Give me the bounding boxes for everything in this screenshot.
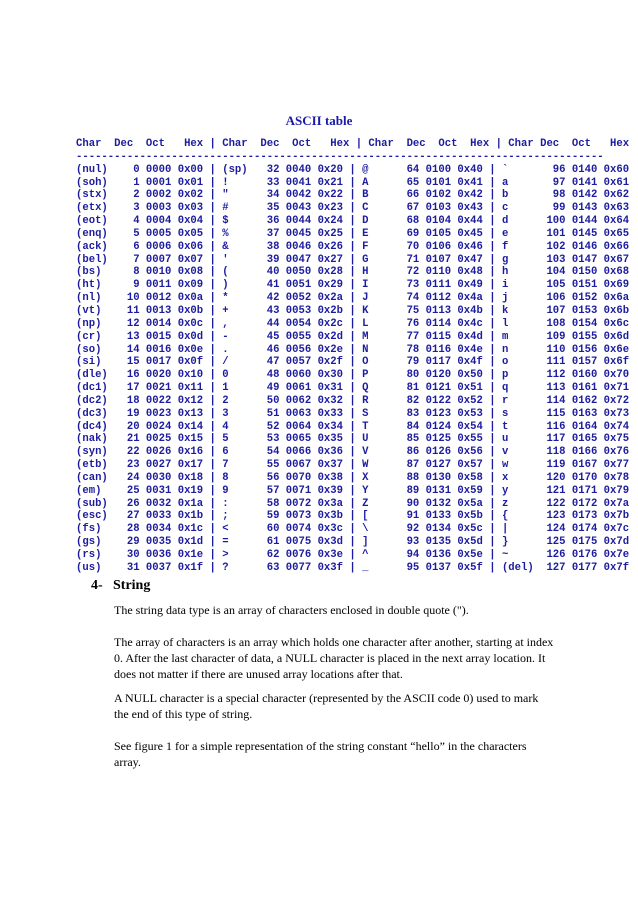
table-row: (so) 14 0016 0x0e | . 46 0056 0x2e | N 78 0116 0x4e | n 110 0156 0x6e <box>76 343 630 356</box>
table-row: (etx) 3 0003 0x03 | # 35 0043 0x23 | C 67 0103 0x43 | c 99 0143 0x63 <box>76 202 630 215</box>
table-row: (vt) 11 0013 0x0b | + 43 0053 0x2b | K 75 0113 0x4b | k 107 0153 0x6b <box>76 304 630 317</box>
paragraph: The array of characters is an array which holds one character after another, starting at index 0. After the last character of data, a NULL character is placed in the next array location. It does not matter if there are unused array locations after that. <box>114 635 554 681</box>
table-row: (ht) 9 0011 0x09 | ) 41 0051 0x29 | I 73 0111 0x49 | i 105 0151 0x69 <box>76 279 630 292</box>
table-row: (nl) 10 0012 0x0a | * 42 0052 0x2a | J 74 0112 0x4a | j 106 0152 0x6a <box>76 292 630 305</box>
table-row: (np) 12 0014 0x0c | , 44 0054 0x2c | L 76 0114 0x4c | l 108 0154 0x6c <box>76 317 630 330</box>
table-header-row: Char Dec Oct Hex | Char Dec Oct Hex | Char Dec Oct Hex | Char Dec Oct Hex <box>76 138 630 150</box>
section-heading <box>91 578 150 594</box>
paragraph: A NULL character is a special character (represented by the ASCII code 0) used to mark the end of this type of string. <box>114 691 539 721</box>
table-row: (cr) 13 0015 0x0d | - 45 0055 0x2d | M 77 0115 0x4d | m 109 0155 0x6d <box>76 330 630 343</box>
section-number: 4- <box>91 578 103 593</box>
table-row: (bel) 7 0007 0x07 | ' 39 0047 0x27 | G 71 0107 0x47 | g 103 0147 0x67 <box>76 253 630 266</box>
table-row: (bs) 8 0010 0x08 | ( 40 0050 0x28 | H 72 0110 0x48 | h 104 0150 0x68 <box>76 266 630 279</box>
table-row: (dc3) 19 0023 0x13 | 3 51 0063 0x33 | S 83 0123 0x53 | s 115 0163 0x73 <box>76 407 630 420</box>
table-row: (em) 25 0031 0x19 | 9 57 0071 0x39 | Y 89 0131 0x59 | y 121 0171 0x79 <box>76 484 630 497</box>
table-row: (ack) 6 0006 0x06 | & 38 0046 0x26 | F 70 0106 0x46 | f 102 0146 0x66 <box>76 240 630 253</box>
table-row: (soh) 1 0001 0x01 | ! 33 0041 0x21 | A 65 0101 0x41 | a 97 0141 0x61 <box>76 176 630 189</box>
table-row: (dc4) 20 0024 0x14 | 4 52 0064 0x34 | T 84 0124 0x54 | t 116 0164 0x74 <box>76 420 630 433</box>
table-row: (esc) 27 0033 0x1b | ; 59 0073 0x3b | [ 91 0133 0x5b | { 123 0173 0x7b <box>76 510 630 523</box>
table-row: (etb) 23 0027 0x17 | 7 55 0067 0x37 | W 87 0127 0x57 | w 119 0167 0x77 <box>76 459 630 472</box>
table-row: (rs) 30 0036 0x1e | > 62 0076 0x3e | ^ 94 0136 0x5e | ~ 126 0176 0x7e <box>76 549 630 561</box>
ascii-table <box>76 138 629 575</box>
table-row: (us) 31 0037 0x1f | ? 63 0077 0x3f | _ 95 0137 0x5f | (del) 127 0177 0x7f <box>76 561 630 574</box>
table-row: (nul) 0 0000 0x00 | (sp) 32 0040 0x20 | @ 64 0100 0x40 | ` 96 0140 0x60 <box>76 163 630 176</box>
table-row: (dle) 16 0020 0x10 | 0 48 0060 0x30 | P 80 0120 0x50 | p 112 0160 0x70 <box>76 369 630 382</box>
table-row: (dc1) 17 0021 0x11 | 1 49 0061 0x31 | Q 81 0121 0x51 | q 113 0161 0x71 <box>76 382 630 395</box>
table-row: (si) 15 0017 0x0f | / 47 0057 0x2f | O 79 0117 0x4f | o 111 0157 0x6f <box>76 356 630 369</box>
table-row: (nak) 21 0025 0x15 | 5 53 0065 0x35 | U 85 0125 0x55 | u 117 0165 0x75 <box>76 433 630 446</box>
table-row: (can) 24 0030 0x18 | 8 56 0070 0x38 | X 88 0130 0x58 | x 120 0170 0x78 <box>76 471 630 484</box>
table-separator: ----------------------------------------------------------------------------------- <box>76 150 604 163</box>
table-row: (fs) 28 0034 0x1c | < 60 0074 0x3c | \ 92 0134 0x5c | | 124 0174 0x7c <box>76 523 630 536</box>
table-row: (gs) 29 0035 0x1d | = 61 0075 0x3d | ] 93 0135 0x5d | } 125 0175 0x7d <box>76 536 630 549</box>
paragraph: The string data type is an array of characters enclosed in double quote ("). <box>114 603 469 617</box>
table-row: (stx) 2 0002 0x02 | " 34 0042 0x22 | B 66 0102 0x42 | b 98 0142 0x62 <box>76 189 630 202</box>
table-row: (dc2) 18 0022 0x12 | 2 50 0062 0x32 | R 82 0122 0x52 | r 114 0162 0x72 <box>76 394 630 407</box>
table-row: (syn) 22 0026 0x16 | 6 54 0066 0x36 | V 86 0126 0x56 | v 118 0166 0x76 <box>76 446 630 459</box>
paragraph: See figure 1 for a simple representation of the string constant “hello” in the characters array. <box>114 739 527 769</box>
table-row: (enq) 5 0005 0x05 | % 37 0045 0x25 | E 69 0105 0x45 | e 101 0145 0x65 <box>76 227 630 240</box>
section-title: String <box>113 578 151 593</box>
table-title: ASCII table <box>285 113 353 128</box>
table-row: (eot) 4 0004 0x04 | $ 36 0044 0x24 | D 68 0104 0x44 | d 100 0144 0x64 <box>76 215 630 228</box>
table-row: (sub) 26 0032 0x1a | : 58 0072 0x3a | Z 90 0132 0x5a | z 122 0172 0x7a <box>76 497 630 510</box>
